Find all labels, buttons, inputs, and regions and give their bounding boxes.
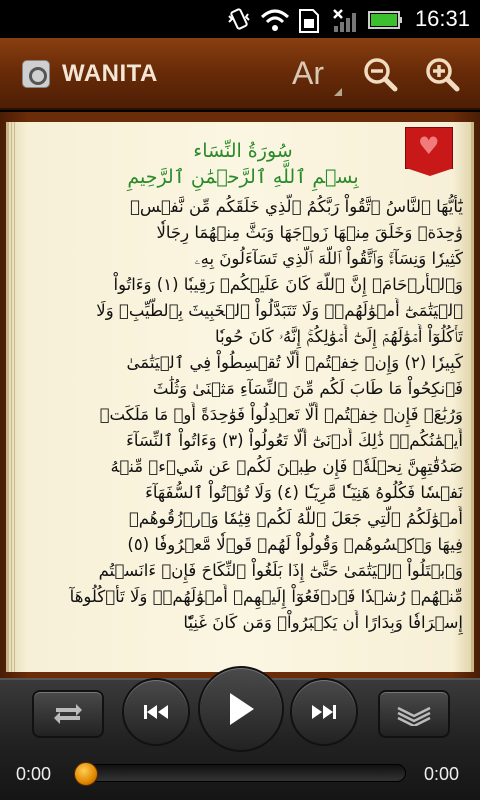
repeat-button[interactable] [32, 690, 104, 738]
play-icon [226, 691, 256, 727]
status-time: 16:31 [414, 6, 470, 31]
app-header [0, 38, 480, 110]
text-line: وَٱلۡأَرۡحَامَۚ إِنَّ ٱللَّهَ كَانَ عَلَيۡكُمۡ رَقِيبٗا (١) وَءَاتُواْ [113, 275, 463, 294]
text-line: تَأۡكُلُوٓاْ أَمۡوَٰلَهُمۡ إِلَىٰٓ أَمۡوَٰلِكُمۡۚ إِنَّهُۥ كَانَ حُوبٗا [215, 327, 463, 346]
text-line: مِّنۡهُمۡ رُشۡدٗا فَٱدۡفَعُوٓاْ إِلَيۡهِمۡ أَمۡوَٰلَهُمۡۖ وَلَا تَأۡكُلُوهَآ [69, 587, 463, 606]
text-line: صَدُقَٰتِهِنَّ نِحۡلَةٗۚ فَإِن طِبۡنَ لَكُمۡ عَن شَيۡءٖ مِّنۡهُ [110, 457, 463, 476]
previous-icon [142, 703, 170, 721]
sim-icon [298, 8, 320, 34]
text-line: كَبِيرٗا (٢) وَإِنۡ خِفۡتُمۡ أَلَّا تُقۡسِطُواْ فِي ٱلۡيَتَٰمَىٰ [126, 353, 463, 372]
text-line: ٱلۡيَتَٰمَىٰٓ أَمۡوَٰلَهُمۡۖ وَلَا تَتَبَدَّلُواْ ٱلۡخَبِيثَ بِٱلطَّيِّبِۖ وَلَا [96, 301, 463, 320]
zoom-in-icon[interactable] [424, 56, 460, 92]
current-time: 0:00 [16, 764, 52, 784]
play-button[interactable] [198, 666, 284, 752]
text-line: كَثِيرٗا وَنِسَآءٗۚ وَٱتَّقُواْ ٱللَّهَ ٱلَّذِي تَسَآءَلُونَ بِهِۦ [194, 249, 463, 268]
text-line: فَٱنكِحُواْ مَا طَابَ لَكُم مِّنَ ٱلنِّسَآءِ مَثۡنَىٰ وَثُلَٰثَ [152, 379, 463, 398]
language-toggle[interactable]: Ar [292, 55, 324, 91]
language-dropdown-indicator [334, 88, 342, 96]
seek-bar[interactable] [76, 764, 406, 782]
app-icon[interactable] [22, 60, 50, 88]
wifi-icon [260, 8, 290, 32]
text-line: إِسۡرَافٗا وَبِدَارًا أَن يَكۡبَرُواْۚ وَمَن كَانَ غَنِيّٗا [183, 613, 463, 632]
next-icon [310, 703, 338, 721]
text-line: وَٰحِدَةٖ وَخَلَقَ مِنۡهَا زَوۡجَهَا وَبَثَّ مِنۡهُمَا رِجَالٗا [156, 223, 463, 242]
quran-page[interactable] [6, 122, 474, 672]
battery-icon [368, 10, 404, 30]
app-title: WANITA [62, 60, 158, 87]
basmala: بِسۡمِ ٱللَّهِ ٱلرَّحۡمَٰنِ ٱلرَّحِيمِ [127, 166, 359, 188]
text-line: وَٱبۡتَلُواْ ٱلۡيَتَٰمَىٰ حَتَّىٰٓ إِذَا بَلَغُواْ ٱلنِّكَاحَ فَإِنۡ ءَانَسۡتُم [98, 561, 463, 580]
total-time: 0:00 [424, 764, 460, 784]
heart-icon: ♥ [418, 132, 440, 160]
repeat-icon [50, 700, 86, 728]
seek-thumb[interactable] [74, 762, 98, 786]
text-line: نَفۡسٗا فَكُلُوهُ هَنِيٓـٔٗا مَّرِيٓـٔٗا (٤) وَلَا تُؤۡتُواْ ٱلسُّفَهَآءَ [145, 483, 463, 502]
page-frame [0, 112, 480, 678]
signal-icon [330, 8, 362, 34]
layers-icon [394, 702, 434, 726]
text-line: فِيهَا وَٱكۡسُوهُمۡ وَقُولُواْ لَهُمۡ قَوۡلٗا مَّعۡرُوفٗا (٥) [127, 535, 463, 554]
text-line: وَرُبَٰعَۖ فَإِنۡ خِفۡتُمۡ أَلَّا تَعۡدِلُواْ فَوَٰحِدَةً أَوۡ مَا مَلَكَتۡ [99, 405, 463, 424]
next-button[interactable] [290, 678, 358, 746]
surah-title: سُورَةُ النِّسَاء [193, 140, 293, 162]
status-bar [0, 0, 480, 38]
text-line: يَٰٓأَيُّهَا ٱلنَّاسُ ٱتَّقُواْ رَبَّكُمُ ٱلَّذِي خَلَقَكُم مِّن نَّفۡسٖ [129, 197, 463, 216]
menu-button[interactable] [378, 690, 450, 738]
vibrate-icon [226, 8, 252, 32]
text-line: أَمۡوَٰلَكُمُ ٱلَّتِي جَعَلَ ٱللَّهُ لَكُمۡ قِيَٰمٗا وَٱرۡزُقُوهُمۡ [128, 509, 463, 528]
page-edge [11, 122, 17, 672]
zoom-out-icon[interactable] [362, 56, 398, 92]
ayat-text [31, 194, 463, 672]
previous-button[interactable] [122, 678, 190, 746]
text-line: أَيۡمَٰنُكُمۡۚ ذَٰلِكَ أَدۡنَىٰٓ أَلَّا تَعُولُواْ (٣) وَءَاتُواْ ٱلنِّسَآءَ [126, 431, 463, 450]
